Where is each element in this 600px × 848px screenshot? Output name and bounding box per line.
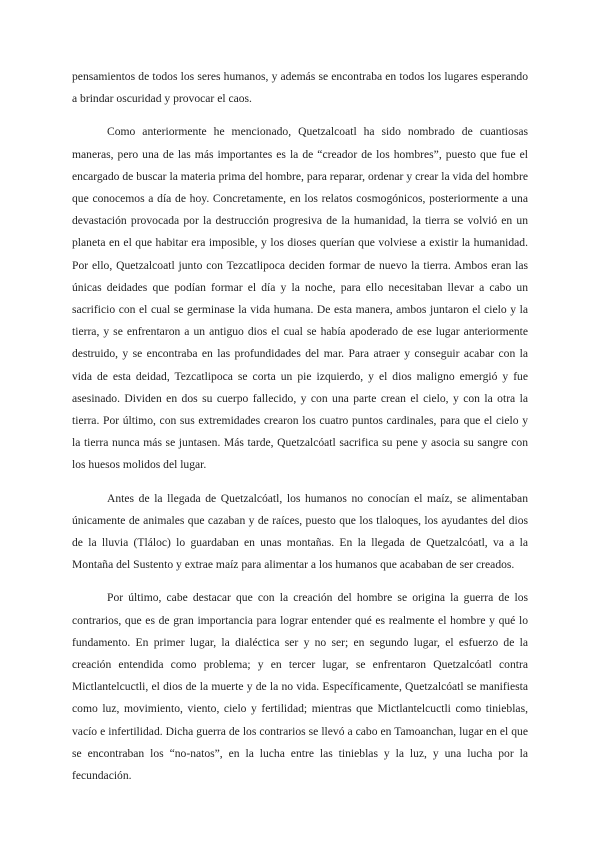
paragraph-war-of-contraries: Por último, cabe destacar que con la creación del hombre se origina la guerra de los contrarios, que es de gran importancia para lograr entender qué es realmente el hombre y qué lo fundamento. En primer lugar, la dialéctica ser y no ser; en segundo lugar, el esfuerzo de la creación entendida como problema; y en tercer lugar, se enfrentaron Quetzalcóatl contra Mictlantelcuctli, el dios de la muerte y de la no vida. Específicamente, Quetzalcóatl se manifiesta como luz, movimiento, viento, cielo y fertilidad; mientras que Mictlantelcuctli como tinieblas, vacío e infertilidad. Dicha guerra de los contrarios se llevó a cabo en Tamoanchan, lugar en el que se encontraban los “no-natos”, en la lucha entre las tinieblas y la luz, y una lucha por la fecundación. (72, 591, 528, 783)
document-page (72, 66, 528, 798)
paragraph-maize: Antes de la llegada de Quetzalcóatl, los humanos no conocían el maíz, se alimentaban únicamente de animales que cazaban y de raíces, puesto que los tlaloques, los ayudantes del dios de la lluvia (Tláloc) lo guardaban en unas montañas. En la llegada de Quetzalcóatl, va a la Montaña del Sustento y extrae maíz para alimentar a los humanos que acababan de ser creados. (72, 491, 528, 572)
paragraph-continuation: pensamientos de todos los seres humanos, y además se encontraba en todos los lugares esperando a brindar oscuridad y provocar el caos. (72, 70, 528, 106)
paragraph-quetzalcoatl-creator: Como anteriormente he mencionado, Quetzalcoatl ha sido nombrado de cuantiosas maneras, pero una de las más importantes es la de “creador de los hombres”, puesto que fue el encargado de buscar la materia prima del hombre, para reparar, ordenar y crear la vida del hombre que conocemos a día de hoy. Concretamente, en los relatos cosmogónicos, posteriormente a una devastación provocada por la destrucción progresiva de la humanidad, la tierra se volvió en un planeta en el que habitar era imposible, y los dioses querían que volviese a existir la humanidad. Por ello, Quetzalcoatl junto con Tezcatlipoca deciden formar de nuevo la tierra. Ambos eran las únicas deidades que podían formar el día y la noche, para ello necesitaban llevar a cabo un sacrificio con el cual se germinase la vida humana. De esta manera, ambos juntaron el cielo y la tierra, y se enfrentaron a un antiguo dios el cual se había apoderado de ese lugar anteriormente destruido, y se encontraba en las profundidades del mar. Para atraer y conseguir acabar con la vida de esta deidad, Tezcatlipoca se corta un pie izquierdo, y el dios maligno emergió y fue asesinado. Dividen en dos su cuerpo fallecido, y con una parte crean el cielo, y con la otra la tierra. Por último, con sus extremidades crearon los cuatro puntos cardinales, para que el cielo y la tierra nunca más se juntasen. Más tarde, Quetzalcóatl sacrifica su pene y asocia su sangre con los huesos molidos del lugar. (72, 125, 528, 472)
